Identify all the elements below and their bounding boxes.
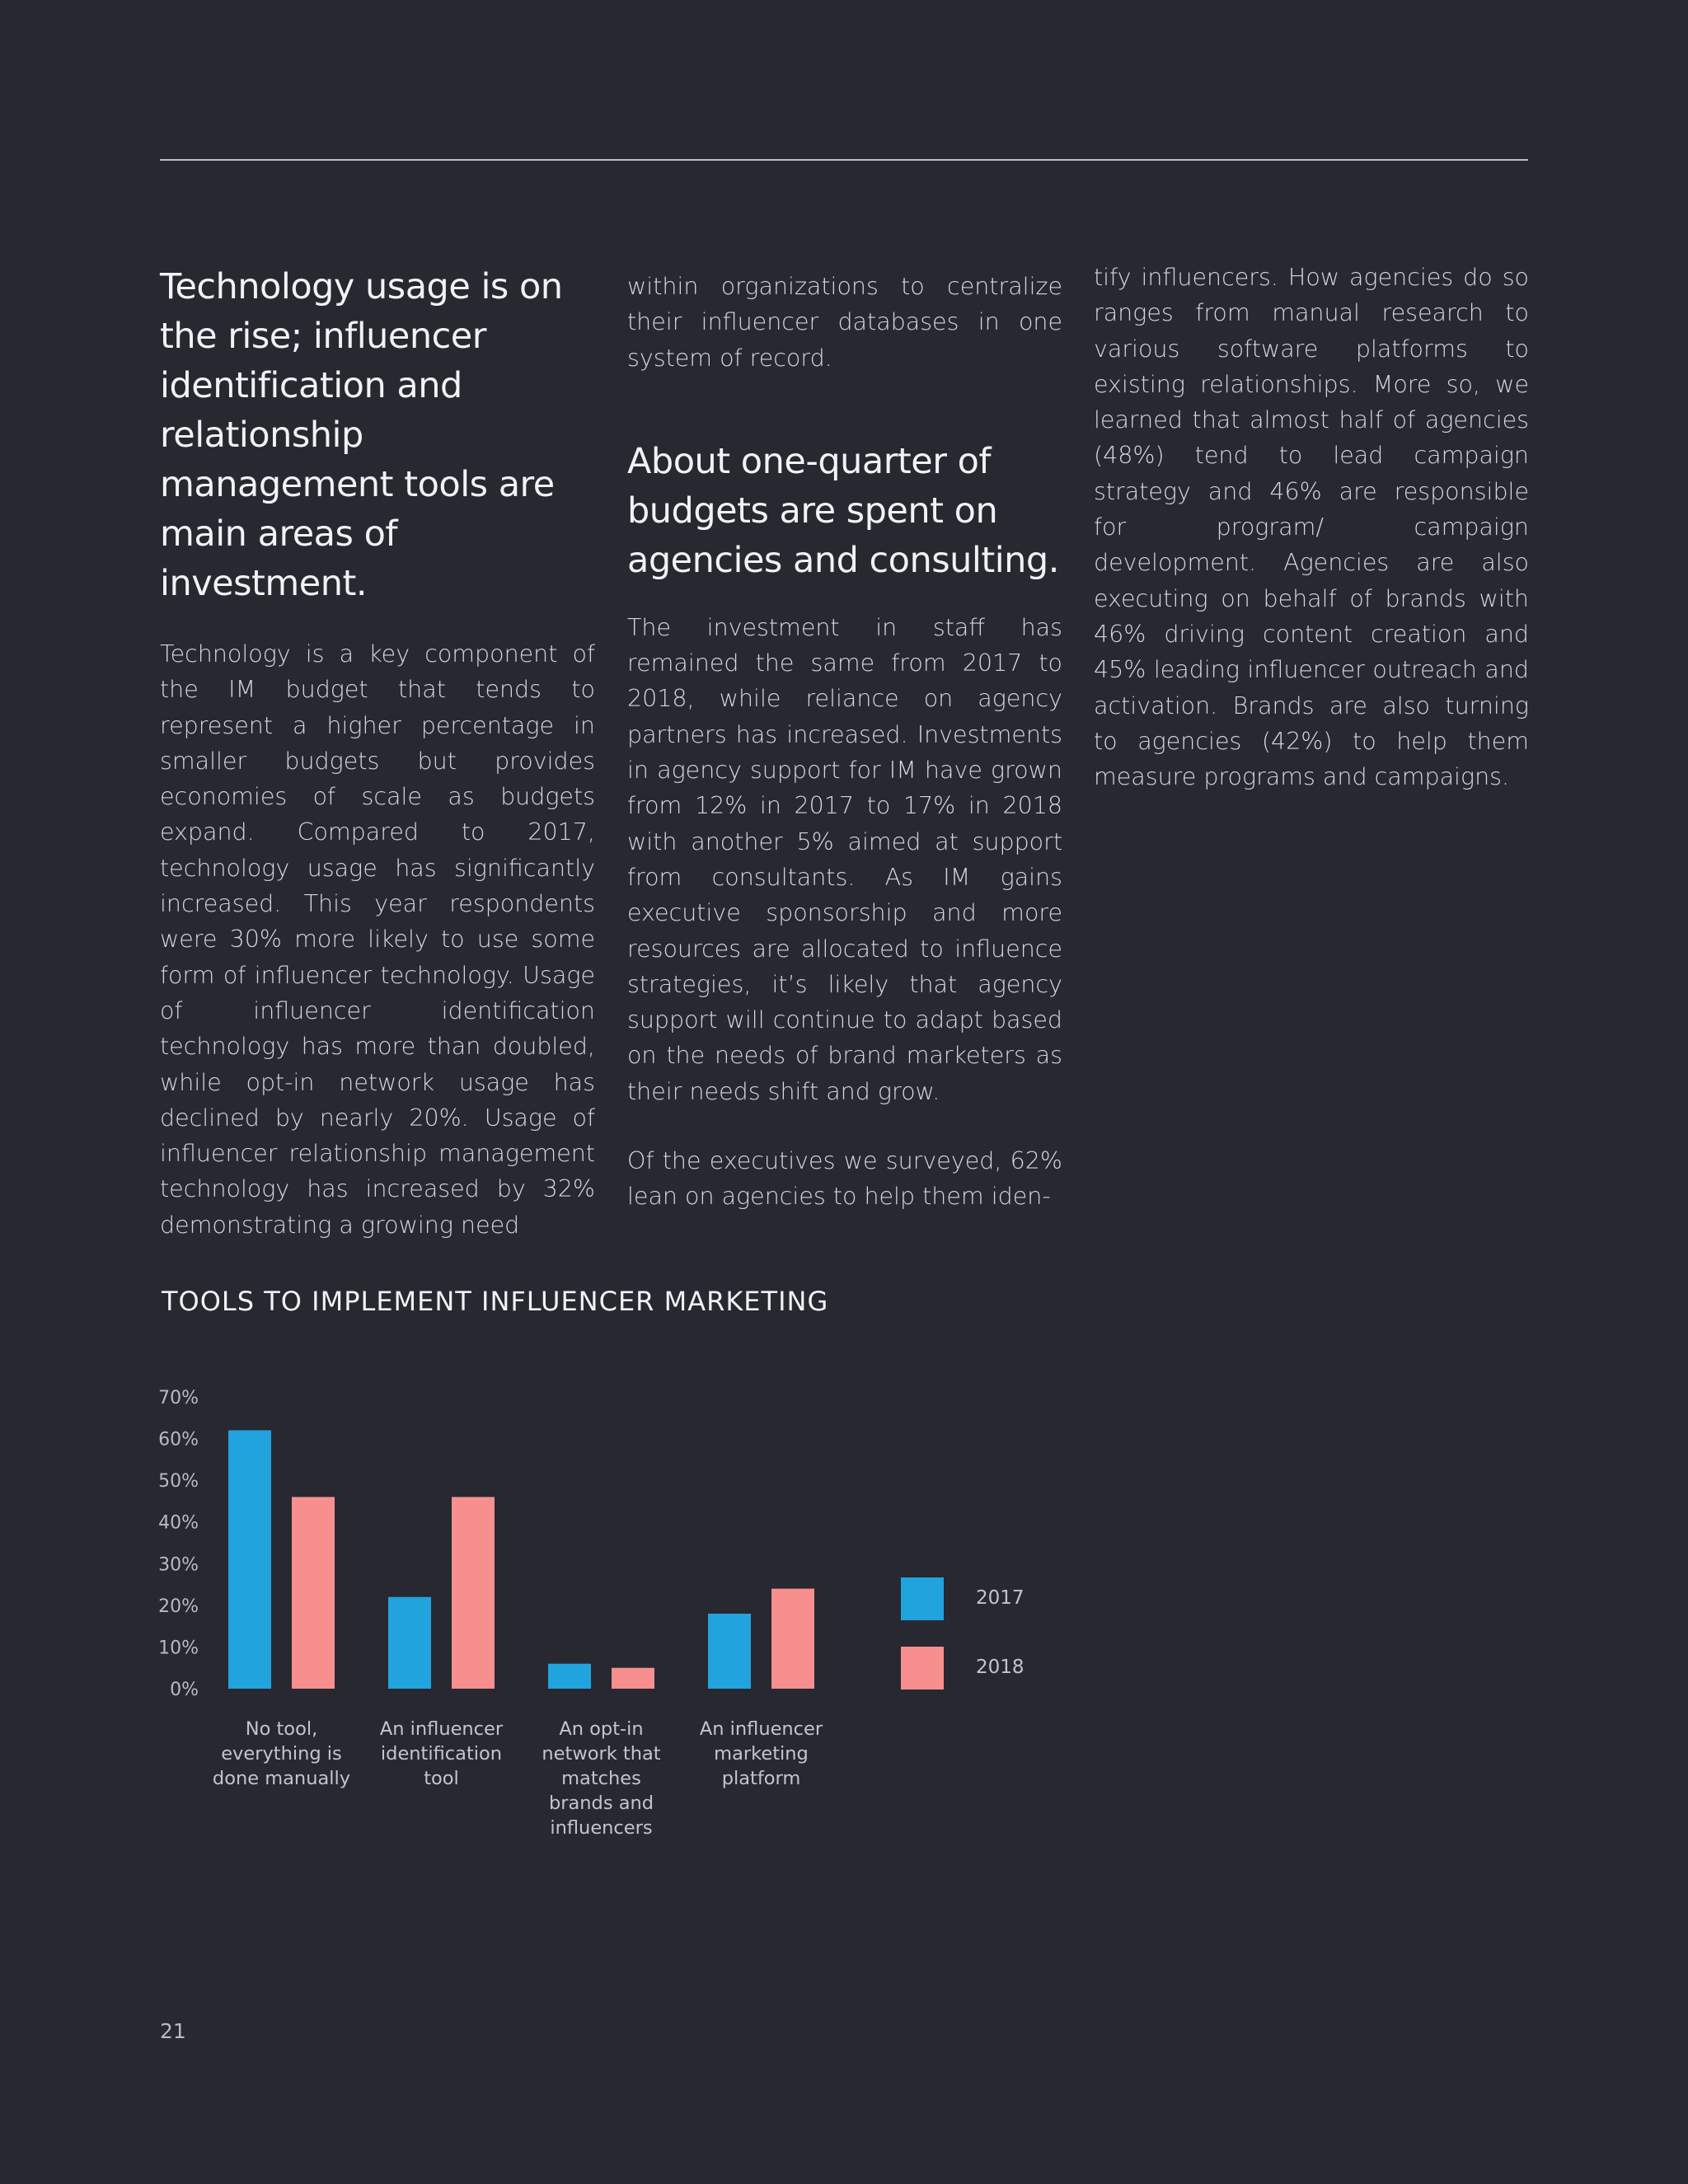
bar-2018 xyxy=(292,1497,335,1689)
y-tick-label: 10% xyxy=(158,1638,199,1659)
y-tick-label: 70% xyxy=(158,1388,199,1408)
legend-label-2018: 2018 xyxy=(976,1657,1025,1678)
paragraph-executives: Of the executives we surveyed, 62% lean on agencies to help them iden- xyxy=(627,1147,1062,1211)
y-tick-label: 50% xyxy=(158,1471,199,1493)
y-tick-label: 40% xyxy=(158,1512,199,1534)
paragraph-investment: The investment in staff has remained the same from 2017 to 2018, while reliance on agency partners has increased. Investments in agency support for IM have grown from 12% in 2017 to 17% in 2018 with another 5% aimed at support from consultants. As IM gains executive sponsorship and more resources are allocated to influence strategies, it’s likely that agency support will continue to adapt based on the needs of brand marketers as their needs shift and grow. xyxy=(627,613,1062,1105)
bar-2017 xyxy=(708,1614,751,1689)
x-category-label: An opt-in network that matches brands and influencers xyxy=(542,1718,661,1839)
page-number: 21 xyxy=(160,2019,186,2043)
bar-2017 xyxy=(388,1597,431,1689)
section-heading-agencies: About one-quarter of budgets are spent on agencies and consulting. xyxy=(627,440,1059,581)
legend-swatch-2017 xyxy=(901,1577,944,1620)
chart-title: TOOLS TO IMPLEMENT INFLUENCER MARKETING xyxy=(162,1286,829,1317)
paragraph-continued: within organizations to centralize their influencer databases in one system of record. xyxy=(627,273,1062,372)
paragraph-agencies-roles: tify influencers. How agencies do so ranges from manual research to various software platforms to existing relationships. More so, we learned that almost half of agencies (48%) tend to lead campaign strategy and 46% are responsible for program/ campaign development. Agencies are also executing on behalf of brands with 46% driving content creation and 45% leading influencer outreach and activation. Brands are also turning to agencies (42%) to help them measure programs and campaigns. xyxy=(1094,264,1529,791)
legend-swatch-2018 xyxy=(901,1647,944,1690)
legend-label-2017: 2017 xyxy=(976,1587,1025,1609)
y-tick-label: 0% xyxy=(170,1680,199,1700)
paragraph-technology: Technology is a key component of the IM budget that tends to represent a higher percentage in smaller budgets but provides economies of scale as budgets expand. Compared to 2017, technology usage has significantly increased. This year respondents were 30% more likely to use some form of influencer technology. Usage of influencer identification technology has more than doubled, while opt-in network usage has declined by nearly 20%. Usage of influencer relationship management technology has increased by 32% demonstrating a growing need xyxy=(160,640,595,1239)
x-category-label: An influencer identification tool xyxy=(379,1718,504,1789)
bar-2017 xyxy=(548,1664,591,1689)
y-tick-label: 60% xyxy=(158,1429,199,1451)
x-category-label: No tool, everything is done manually xyxy=(212,1718,351,1789)
bar-2017 xyxy=(228,1430,271,1689)
x-category-label: An influencer marketing platform xyxy=(699,1718,823,1789)
y-tick-label: 20% xyxy=(158,1596,199,1617)
bar-2018 xyxy=(452,1497,495,1689)
section-heading-technology: Technology usage is on the rise; influencer identification and relationship management tools are main areas of investment. xyxy=(160,266,563,604)
bar-2018 xyxy=(612,1668,654,1689)
bar-2018 xyxy=(771,1589,814,1689)
y-tick-label: 30% xyxy=(158,1554,199,1576)
